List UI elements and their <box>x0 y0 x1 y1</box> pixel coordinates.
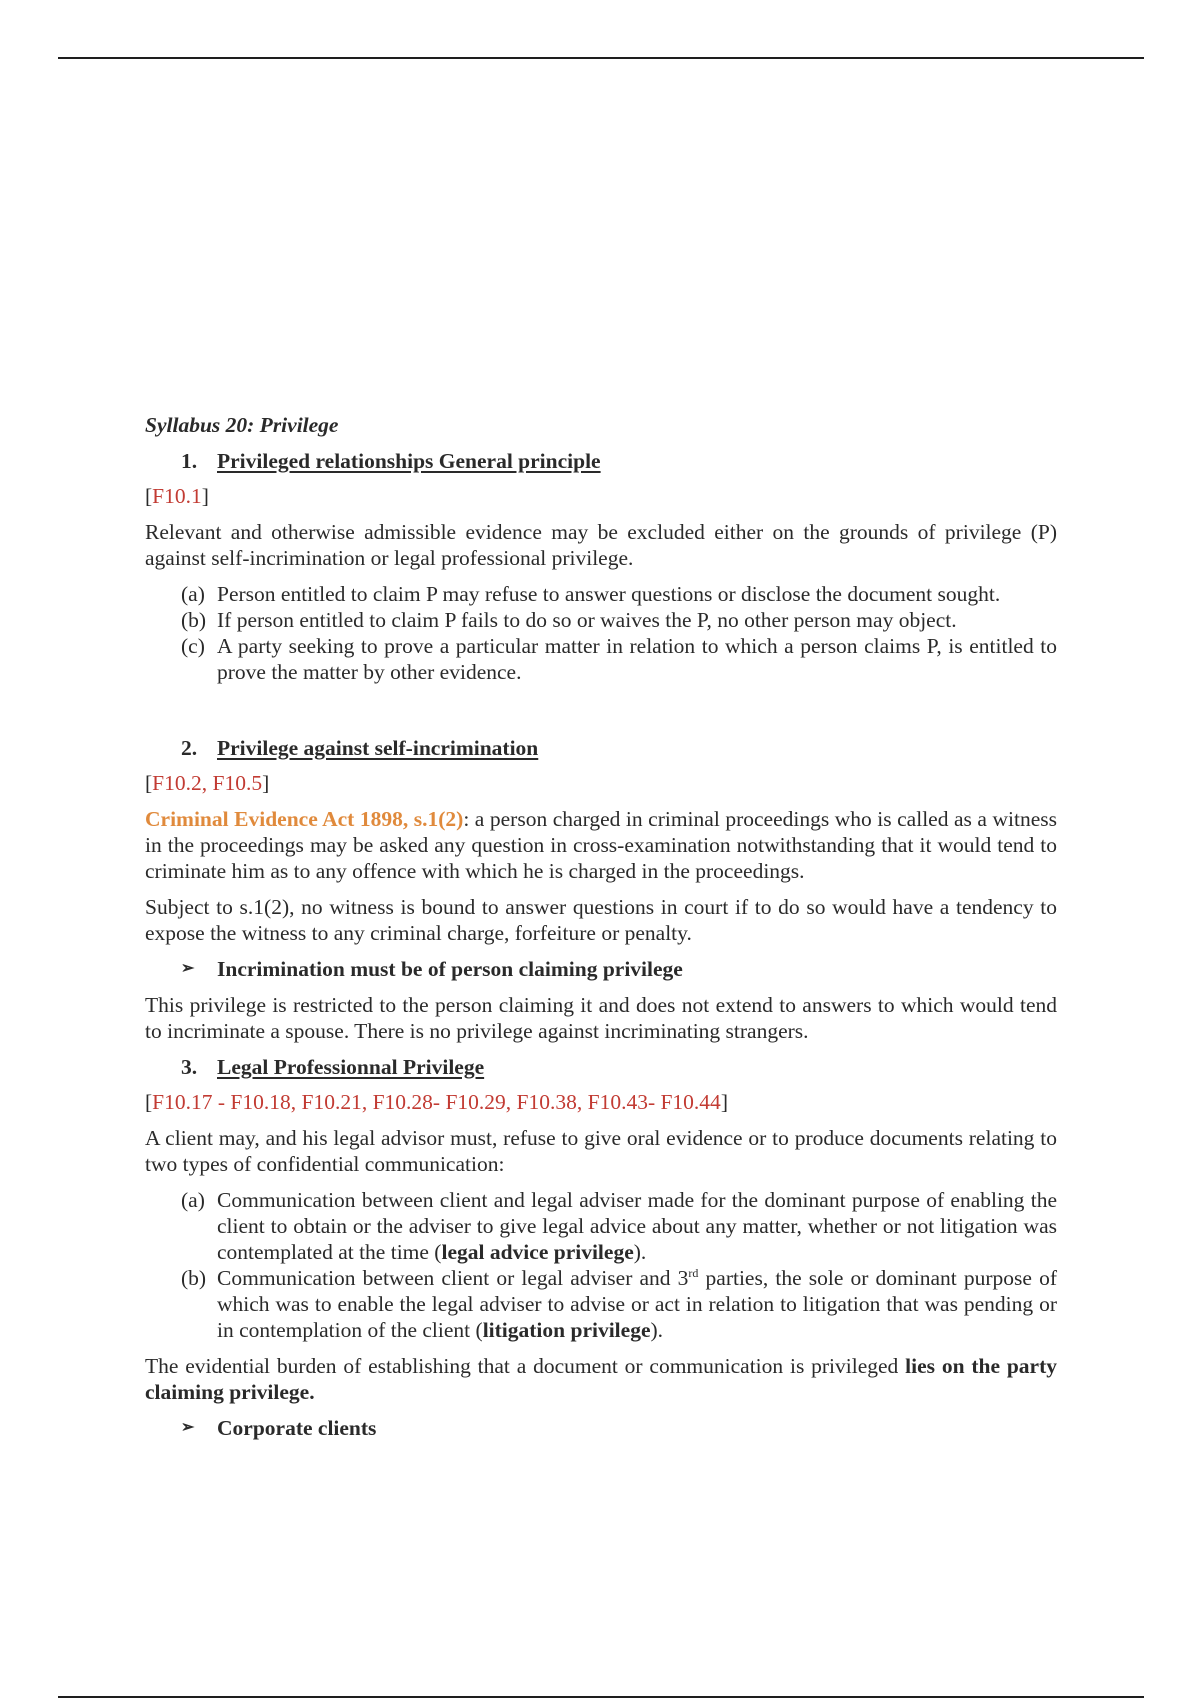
section-2-paragraph-3: This privilege is restricted to the person claiming it and does not extend to answers to which would tend to incriminate a spouse. There is no privilege against incriminating strangers. <box>145 993 1057 1043</box>
section-1-reference: [F10.1] <box>145 484 209 508</box>
header-rule <box>58 57 1144 59</box>
act-citation: Criminal Evidence Act 1898, s.1(2) <box>145 807 464 831</box>
section-2-title: Privilege against self-incrimination <box>217 736 539 760</box>
document-page <box>145 412 1057 1451</box>
section-3-heading <box>181 1054 1057 1080</box>
section-2-act-paragraph: Criminal Evidence Act 1898, s.1(2): a person charged in criminal proceedings who is called as a witness in the proceedings may be asked any question in cross-examination notwithstanding that it would tend to criminate him as to any offence with which he is charged in the proceedings. <box>145 807 1057 883</box>
list-item: (b) Communication between client or legal adviser and 3rd parties, the sole or dominant purpose of which was to enable the legal adviser to advise or act in relation to litigation that was pending or in contemplation of the client (litigation privilege). <box>181 1265 1057 1342</box>
section-1-ref-text: F10.1 <box>152 484 202 508</box>
section-2-paragraph-2: Subject to s.1(2), no witness is bound to answer questions in court if to do so would have a tendency to expose the witness to any criminal charge, forfeiture or penalty. <box>145 895 1057 945</box>
list-item: (c) A party seeking to prove a particular matter in relation to which a person claims P, is entitled to prove the matter by other evidence. <box>181 634 1057 684</box>
list-item: (b) If person entitled to claim P fails to do so or waives the P, no other person may object. <box>181 608 957 632</box>
section-3-ref-text: F10.17 - F10.18, F10.21, F10.28- F10.29, F10.38, F10.43- F10.44 <box>152 1090 721 1114</box>
page-title: Syllabus 20: Privilege <box>145 413 339 437</box>
section-1-heading <box>181 448 1057 474</box>
section-2-ref-text: F10.2, F10.5 <box>152 771 263 795</box>
section-2-number: 2. <box>181 736 198 760</box>
section-3-bullet-text: Corporate clients <box>217 1416 377 1440</box>
section-3-paragraph-2: The evidential burden of establishing that a document or communication is privileged lies on the party claiming privilege. <box>145 1354 1057 1404</box>
section-3-reference: [F10.17 - F10.18, F10.21, F10.28- F10.29, F10.38, F10.43- F10.44] <box>145 1090 728 1114</box>
section-3-list <box>181 1187 1057 1343</box>
section-1-paragraph: Relevant and otherwise admissible evidence may be excluded either on the grounds of privilege (P) against self-incrimination or legal professional privilege. <box>145 520 1057 570</box>
section-3-title: Legal Professionnal Privilege <box>217 1055 485 1079</box>
section-1-list <box>181 581 1057 685</box>
section-3-paragraph: A client may, and his legal advisor must, refuse to give oral evidence or to produce documents relating to two types of confidential communication: <box>145 1126 1057 1176</box>
section-2-heading <box>181 735 1057 761</box>
list-item: (a) Person entitled to claim P may refuse to answer questions or disclose the document sought. <box>181 582 1001 606</box>
list-item: (a) Communication between client and legal adviser made for the dominant purpose of enabling the client to obtain or the adviser to give legal advice about any matter, whether or not litigation was contemplated at the time (legal advice privilege). <box>181 1188 1057 1264</box>
section-3-bullet <box>181 1415 1057 1441</box>
section-1-number: 1. <box>181 449 198 473</box>
section-3-number: 3. <box>181 1055 198 1079</box>
section-1-title: Privileged relationships General principle <box>217 449 601 473</box>
section-2-reference: [F10.2, F10.5] <box>145 771 270 795</box>
arrow-bullet-icon: ➢ <box>181 960 195 977</box>
footer-rule <box>58 1696 1144 1698</box>
section-2-bullet <box>181 956 1057 982</box>
arrow-bullet-icon: ➢ <box>181 1419 195 1436</box>
section-2-bullet-text: Incrimination must be of person claiming privilege <box>217 957 683 981</box>
